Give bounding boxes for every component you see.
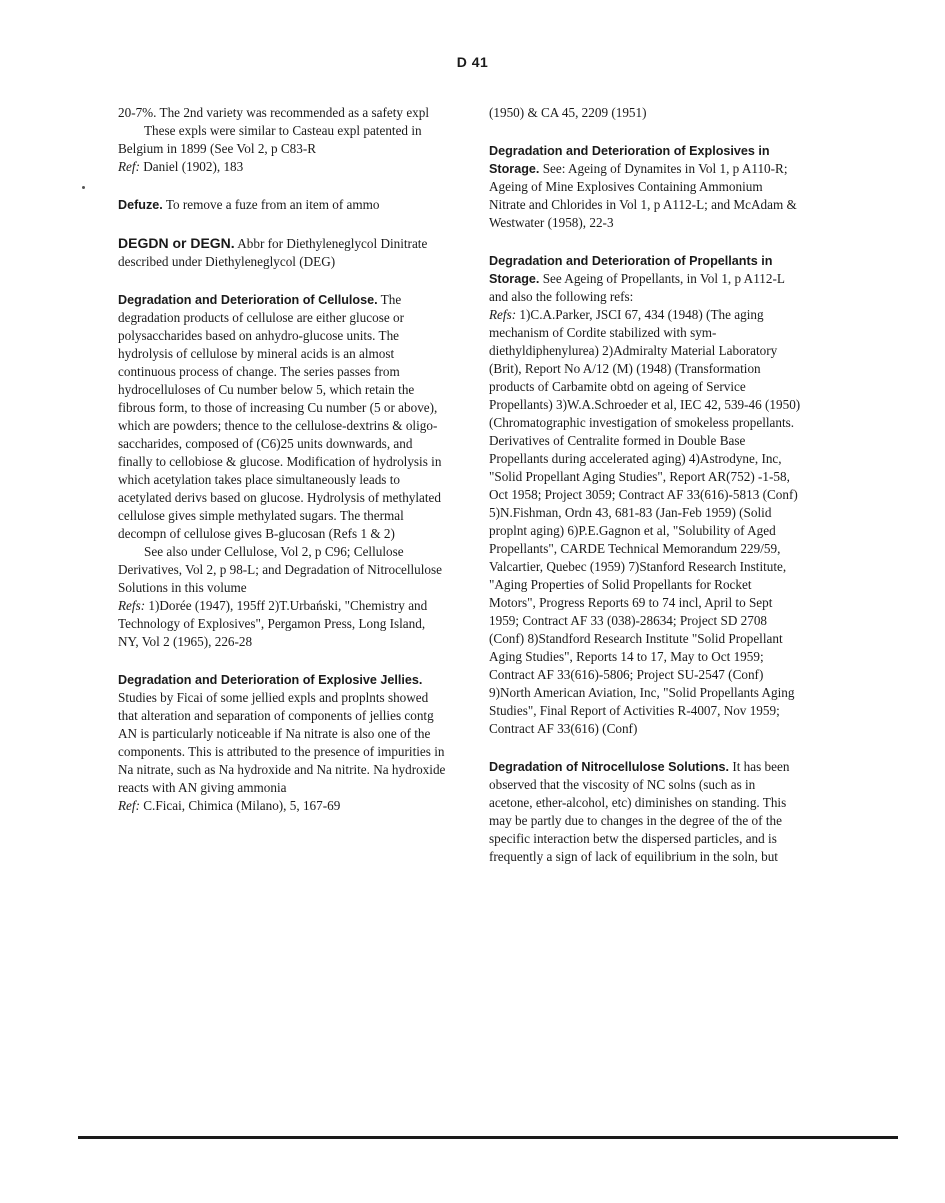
entry-text: Studies by Ficai of some jellied expls and proplnts showed that alteration and separation of components of jellies contg AN is particularly noticeable if Na nitrate is also one of the components. This is attributed to the presence of impurities in Na nitrate, such as Na hydroxide and Na nitrite. Na hydroxide reacts with AN giving ammonia [118,690,446,795]
entry-text: To remove a fuze from an item of ammo [162,197,380,212]
bottom-rule [78,1136,898,1139]
entry-text: See Ageing of Propellants, in Vol 1, p A112-L and also the following refs: [489,271,785,304]
entry-heading: Degradation and Deterioration of Cellulose. [118,293,378,307]
ref-label: Ref: [118,798,140,813]
entry-text: The degradation products of cellulose are either glucose or polysaccharides based on anhydro-glucose units. The hydrolysis of cellulose by mineral acids is an almost continuous process of change. The series passes from hydrocelluloses of Cu number below 5, which retain the fibrous form, to those of increasing Cu number (5 or above), which are powders; thence to the cellulose-dextrins & oligo-saccharides, composed of (C6)25 units downwards, and finally to cellobiose & glucose. Modification of hydrolysis in which acetylation takes place simultaneously leads to acetylated derivs based on glucose. Hydrolysis of methylated cellulose gives simple methylated sugars. The thermal decompn of cellulose gives B-glucosan (Refs 1 & 2) [118,292,442,541]
entry-continuation [118,104,448,176]
entry-heading: Degradation and Deterioration of Explosive Jellies. [118,673,423,687]
reference [118,797,448,815]
ref-label: Ref: [118,159,140,174]
refs-text: 1)C.A.Parker, JSCI 67, 434 (1948) (The aging mechanism of Cordite stabilized with sym-diethyldiphenylurea) 2)Admiralty Material Laboratory (Brit), Report No A/12 (M) (1948) (Transformation products of Carbamite obtd on ageing of Service Propellants) 3)W.A.Schroeder et al, IEC 42, 539-46 (1950) (Chromatographic investigation of smokeless propellants. Derivatives of Centralite formed in Double Base Propellants during accelerated aging) 4)Astrodyne, Inc, "Solid Propellant Aging Studies", Report AR(752) -1-58, Oct 1958; Project 3059; Contract AF 33(616)-5813 (Conf) 5)N.Fishman, Ordn 43, 681-83 (Jan-Feb 1959) (Solid proplnt aging) 6)P.E.Gagnon et al, "Solubility of Aged Propellants", CARDE Technical Memorandum 229/59, Valcartier, Quebec (1959) 7)Stanford Research Institute, "Aging Properties of Solid Propellants for Rocket Motors", Progress Reports 69 to 74 incl, April to Sept 1959; Contract AF 33 (038)-28634; Project SD 2708 (Conf) 8)Standford Research Institute "Solid Propellant Aging Studies", Reports 14 to 17, May to Oct 1959; Contract AF 33(616)-5806; Project SU-2547 (Conf) 9)North American Aviation, Inc, "Solid Propellants Aging Studies", Final Report of Activities R-4007, Nov 1959; Contract AF 33(616) (Conf) [489,307,801,736]
refs-label: Refs: [489,307,517,322]
right-column [489,104,801,886]
entry-continuation [489,104,801,122]
entry-nc-solutions [489,758,801,866]
entry-text: See: Ageing of Dynamites in Vol 1, p A110-R; Ageing of Mine Explosives Containing Ammonium Nitrate and Chlorides in Vol 1, p A112-L; and McAdam & Westwater (1958), 22-3 [489,161,797,230]
continuation-text-2: These expls were similar to Casteau expl patented in Belgium in 1899 (See Vol 2, p C83-R [118,123,422,156]
entry-heading: DEGDN or DEGN. [118,235,235,251]
entry-text: It has been observed that the viscosity of NC solns (such as in acetone, ether-alcohol, etc) diminishes on standing. This may be partly due to changes in the degree of the of the specific interaction betw the dispersed particles, and is frequently a sign of lack of equilibrium in the soln, but [489,759,790,864]
continuation-text: (1950) & CA 45, 2209 (1951) [489,105,647,120]
entry-defuze [118,196,448,214]
entry-text: Abbr for Diethyleneglycol Dinitrate described under Diethyleneglycol (DEG) [118,236,428,269]
entry-propellants-storage [489,252,801,738]
entry-heading: Degradation and Deterioration of Propellants in Storage. [489,254,773,286]
reference [118,158,448,176]
ref-text: C.Ficai, Chimica (Milano), 5, 167-69 [139,798,341,813]
refs-text: 1)Dorée (1947), 195ff 2)T.Urbański, "Chemistry and Technology of Explosives", Pergamon Press, Long Island, NY, Vol 2 (1965), 226-28 [118,598,428,649]
entry-jellies [118,671,448,815]
left-column [118,104,448,835]
entry-heading: Degradation and Deterioration of Explosives in Storage. [489,144,770,176]
see-also-text: See also under Cellulose, Vol 2, p C96; Cellulose Derivatives, Vol 2, p 98-L; and Degradation of Nitrocellulose Solutions in this volume [118,544,442,595]
entry-heading: Defuze. [118,198,163,212]
references [489,306,801,738]
references [118,597,448,651]
scan-speck [82,186,85,189]
entry-cellulose [118,291,448,651]
refs-label: Refs: [118,598,146,613]
entry-heading: Degradation of Nitrocellulose Solutions. [489,760,730,774]
ref-text: Daniel (1902), 183 [139,159,244,174]
page-number: D 41 [456,54,489,70]
entry-degdn [118,234,448,271]
entry-explosives-storage [489,142,801,232]
continuation-text: 20-7%. The 2nd variety was recommended as a safety expl [118,105,430,120]
